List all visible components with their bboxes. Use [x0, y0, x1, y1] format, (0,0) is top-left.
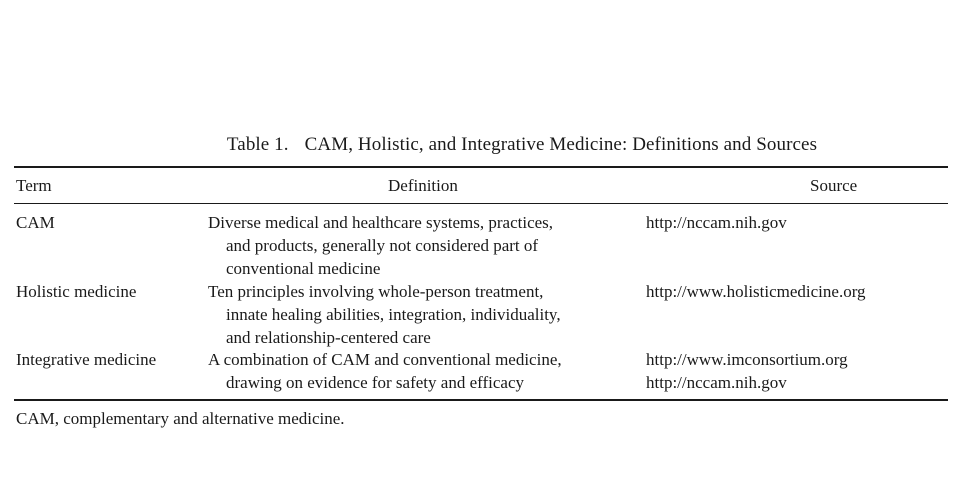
- top-rule: [14, 166, 948, 168]
- row-source: [646, 280, 866, 303]
- definition-line: A combination of CAM and conventional medicine,: [208, 350, 562, 369]
- table-caption: [0, 134, 960, 156]
- column-header-definition: Definition: [388, 176, 458, 195]
- column-header-source: Source: [810, 176, 858, 195]
- header-rule: [14, 203, 948, 204]
- row-term: Integrative medicine: [16, 350, 157, 369]
- definition-line: conventional medicine: [226, 259, 381, 278]
- definition-line: Ten principles involving whole-person treatment,: [208, 282, 544, 301]
- definition-line: and products, generally not considered part of: [226, 236, 539, 255]
- row-definition: [208, 211, 618, 280]
- source-link[interactable]: http://www.imconsortium.org: [646, 350, 848, 369]
- table-title: CAM, Holistic, and Integrative Medicine: Definitions and Sources: [304, 134, 818, 155]
- table-footnote: CAM, complementary and alternative medicine.: [16, 409, 345, 428]
- row-source: [646, 348, 848, 394]
- source-link[interactable]: http://www.holisticmedicine.org: [646, 282, 866, 301]
- row-definition: [208, 348, 618, 394]
- table-number: Table 1.: [226, 134, 289, 155]
- row-definition: [208, 280, 618, 349]
- row-term: Holistic medicine: [16, 282, 137, 301]
- definition-line: Diverse medical and healthcare systems, practices,: [208, 213, 554, 232]
- definition-line: innate healing abilities, integration, individuality,: [226, 305, 561, 324]
- column-header-term: Term: [16, 176, 52, 195]
- source-link[interactable]: http://nccam.nih.gov: [646, 213, 787, 232]
- definition-line: drawing on evidence for safety and efficacy: [226, 373, 524, 392]
- source-link[interactable]: http://nccam.nih.gov: [646, 373, 787, 392]
- definition-line: and relationship-centered care: [226, 328, 431, 347]
- bottom-rule: [14, 399, 948, 401]
- row-term: CAM: [16, 213, 55, 232]
- row-source: [646, 211, 787, 234]
